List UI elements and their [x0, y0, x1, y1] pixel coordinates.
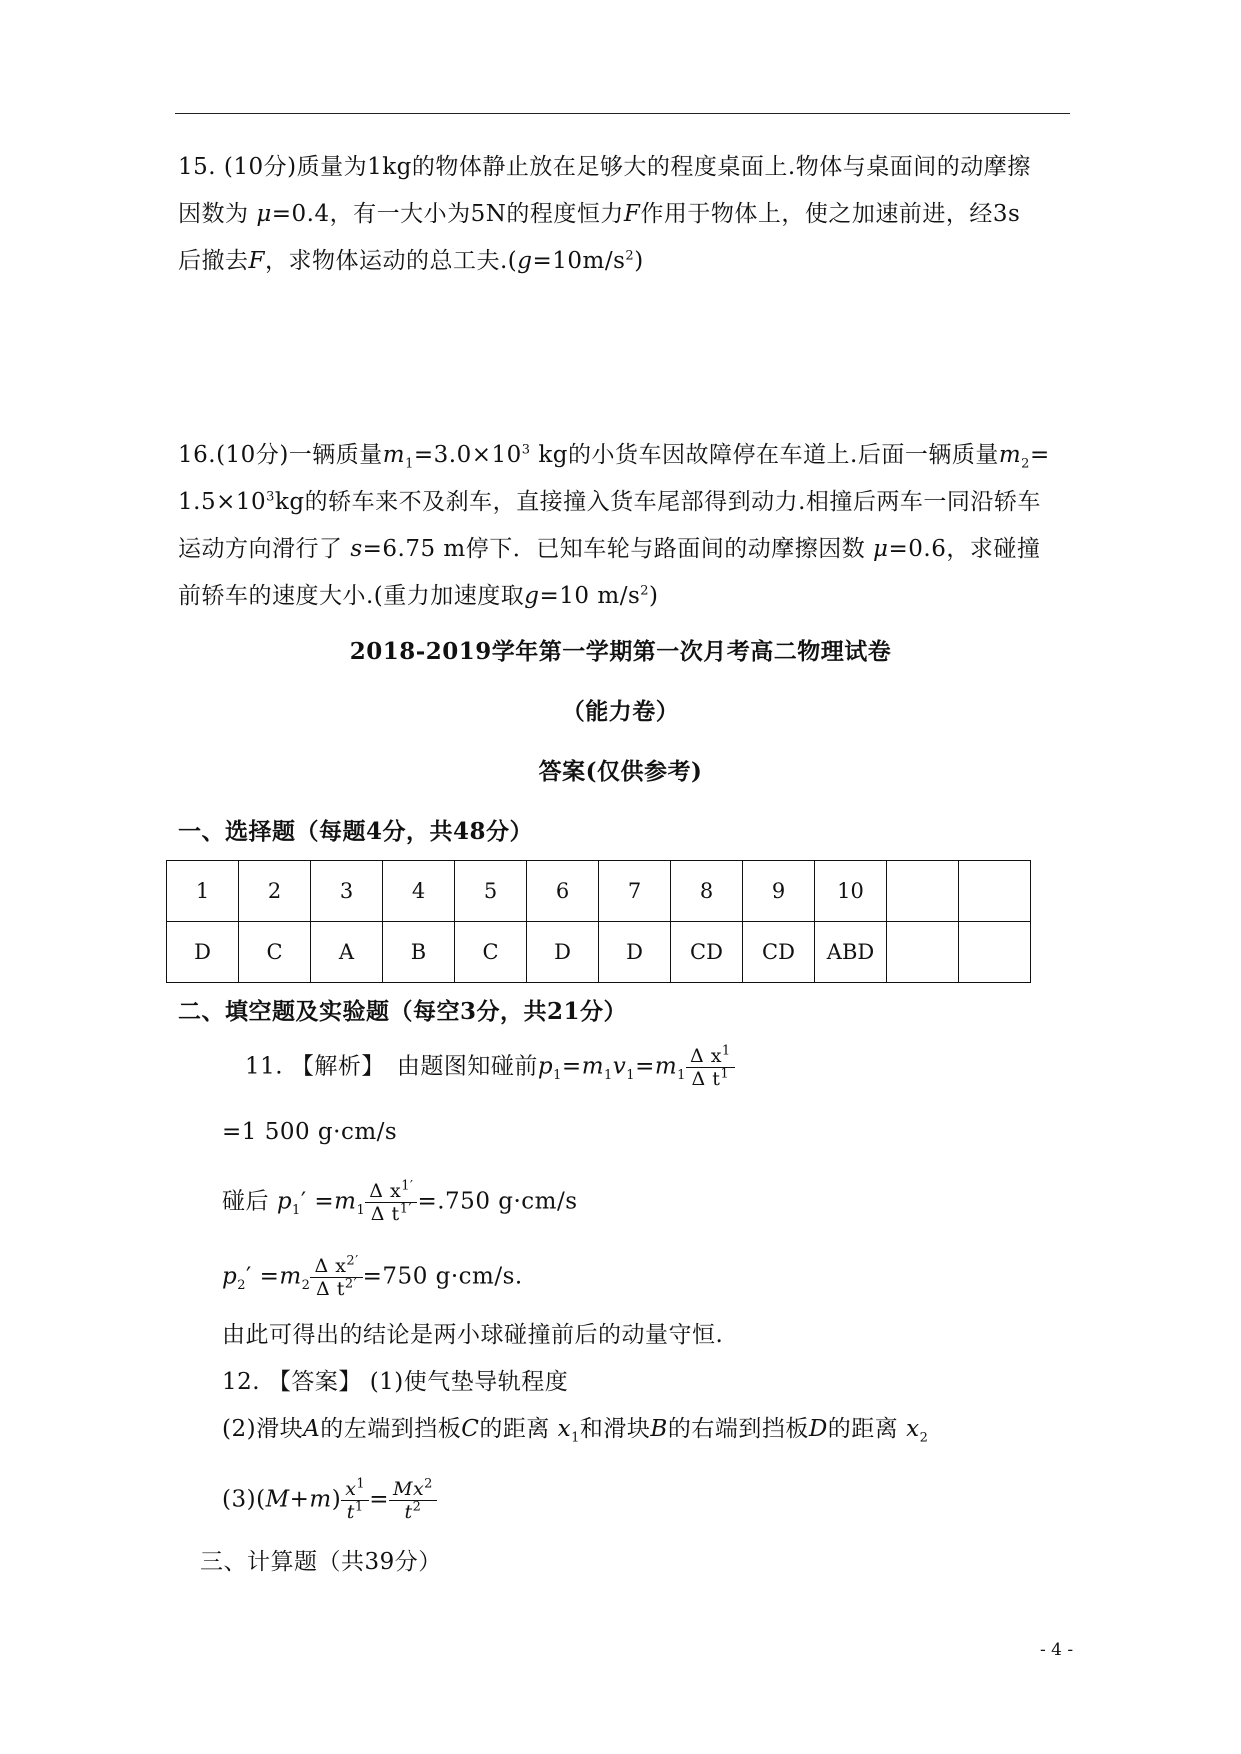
table-cell: 10: [815, 861, 887, 922]
q16-line1: 16.(10分)一辆质量$m_1=3.0\times 10^3$ kg的小货车因故障停在车道上.后面一辆质量$m_2=$: [178, 442, 1050, 472]
table-cell: 4: [383, 861, 455, 922]
a11-line4: $p_2' =m_2$ $\frac{\Delta x^{2'}}{\Delta t^{2'}}$ =750 g·cm/s.: [222, 1253, 523, 1300]
table-cell: C: [239, 922, 311, 983]
table-cell: 1: [167, 861, 239, 922]
page-number: - 4 -: [1040, 1640, 1074, 1660]
table-cell: 2: [239, 861, 311, 922]
a12-line2: (2)滑块A的左端到挡板C的距离 $x_1$和滑块B的右端到挡板D的距离 $x_2$: [222, 1416, 929, 1446]
a12-line3: (3)(M+m) $\frac{x^1}{t^1}$ = $\frac{Mx^2}{t^2}$: [222, 1478, 437, 1523]
q16-line3: 运动方向滑行了 s=6.75 m停下．已知车轮与路面间的动摩擦因数 μ=0.6，求碰撞: [178, 536, 1041, 562]
fraction: $\frac{\Delta x^1}{\Delta t^1}$: [686, 1045, 735, 1090]
q15-line3: 后撤去F，求物体运动的总工夫$.(g=10m/s^2)$: [178, 248, 644, 274]
table-cell: 7: [599, 861, 671, 922]
header-rule: [175, 113, 1070, 114]
table-cell: [959, 922, 1031, 983]
exam-title: 2018-2019学年第一学期第一次月考高二物理试卷: [349, 638, 892, 665]
table-cell: C: [455, 922, 527, 983]
table-cell: 6: [527, 861, 599, 922]
answer-table: [166, 860, 1031, 983]
section3-heading: 三、计算题（共39分）: [200, 1549, 442, 1575]
section2-heading: 二、填空题及实验题（每空3分，共21分）: [178, 998, 628, 1025]
a11-line2: =1 500 g·cm/s: [222, 1119, 398, 1145]
table-cell: ABD: [815, 922, 887, 983]
table-cell: B: [383, 922, 455, 983]
fraction: $\frac{\Delta x^{2'}}{\Delta t^{2'}}$: [310, 1255, 362, 1300]
table-cell: A: [311, 922, 383, 983]
table-cell: D: [599, 922, 671, 983]
fraction: $\frac{\Delta x^{1'}}{\Delta t^{1'}}$: [365, 1180, 417, 1225]
table-cell: CD: [671, 922, 743, 983]
a11-conclusion: 由此可得出的结论是两小球碰撞前后的动量守恒.: [222, 1322, 724, 1348]
table-cell: 5: [455, 861, 527, 922]
answer-title: 答案(仅供参考): [538, 758, 703, 785]
q15-line1: 15. (10分)质量为1kg的物体静止放在足够大的程度桌面上.物体与桌面间的动摩擦: [178, 154, 1031, 180]
table-row-numbers: [167, 861, 1031, 922]
table-cell: D: [167, 922, 239, 983]
q15-line2: 因数为 μ=0.4，有一大小为5N的程度恒力F作用于物体上，使之加速前进，经3s: [178, 201, 1021, 227]
table-cell: [887, 922, 959, 983]
q16-line4: 前轿车的速度大小.(重力加速度取g=10 $m/s^2$): [178, 583, 659, 609]
a11-line1: 11. 【解析】 由题图知碰前$p_1=m_1v_1=m_1$ $\frac{\Delta x^1}{\Delta t^1}$: [245, 1045, 735, 1090]
table-cell: CD: [743, 922, 815, 983]
table-cell: 9: [743, 861, 815, 922]
table-cell: D: [527, 922, 599, 983]
a12-line1: 12. 【答案】 (1)使气垫导轨程度: [222, 1369, 569, 1395]
table-row-answers: [167, 922, 1031, 983]
fraction: $\frac{x^1}{t^1}$: [341, 1478, 369, 1523]
table-cell: 3: [311, 861, 383, 922]
a11-line3: 碰后 $p_1' =m_1$ $\frac{\Delta x^{1'}}{\Delta t^{1'}}$ =.750 g·cm/s: [222, 1178, 578, 1225]
fraction: $\frac{Mx^2}{t^2}$: [389, 1478, 437, 1523]
table-cell: [959, 861, 1031, 922]
exam-subtitle: （能力卷）: [561, 698, 680, 725]
table-cell: [887, 861, 959, 922]
section1-heading: 一、选择题（每题4分，共48分）: [178, 818, 534, 845]
table-cell: 8: [671, 861, 743, 922]
q16-line2: $1.5\times 10^3kg$的轿车来不及刹车，直接撞入货车尾部得到动力.相撞后两车一同沿轿车: [178, 489, 1041, 515]
